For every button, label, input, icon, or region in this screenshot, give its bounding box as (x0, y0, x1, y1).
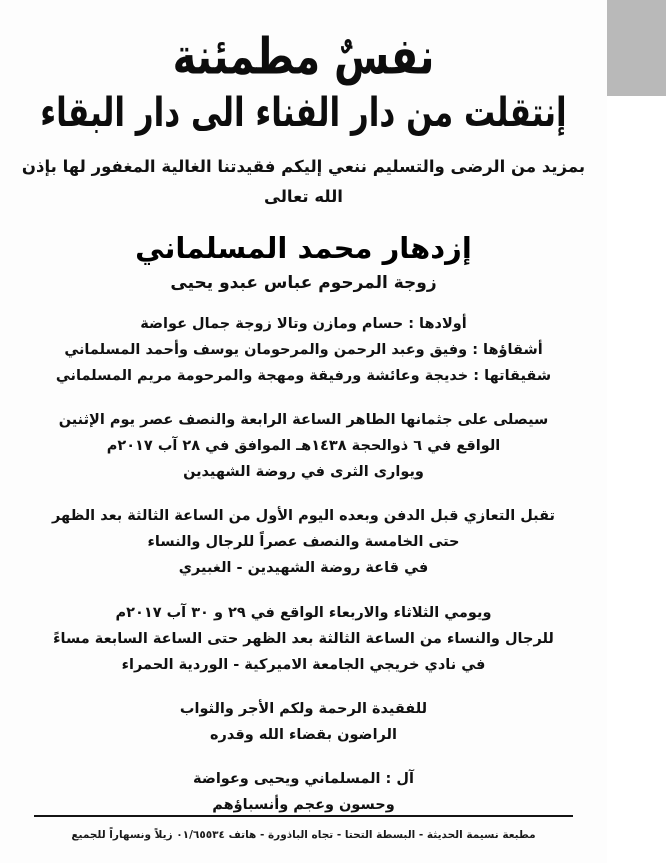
calligraphy-line-1: نفسٌ مطمئنة (172, 28, 435, 86)
condolences-day-two-line-1: ويومي الثلاثاء والاربعاء الواقع في ٢٩ و ٣٠ آب ٢٠١٧م (115, 604, 492, 621)
funeral-line-1: سيصلى على جثمانها الطاهر الساعة الرابعة والنصف عصر يوم الإثنين (58, 411, 549, 428)
condolences-day-one-line-1: تقبل التعازي قبل الدفن وبعده اليوم الأول من الساعة الثالثة بعد الظهر (52, 508, 555, 525)
condolences-day-two-venue: في نادي خريجي الجامعة الاميركية - الوردية الحمراء (121, 656, 486, 673)
condolences-day-two-line-2: للرجال والنساء من الساعة الثالثة بعد الظهر حتى الساعة السابعة مساءً (53, 630, 554, 647)
intro-text (14, 152, 593, 213)
deceased-relation: زوجة المرحوم عباس عبدو يحيى (170, 272, 437, 293)
funeral-line-3: ويوارى الثرى في روضة الشهيدين (183, 464, 424, 481)
calligraphy-line-2: إنتقلت من دار الفناء الى دار البقاء (40, 89, 567, 137)
deceased-name: إزدهار محمد المسلماني (135, 230, 472, 265)
scan-corner-artifact (606, 0, 666, 96)
family-line-3: شقيقاتها : خديجة وعائشة ورفيقة ومهجة والمرحومة مريم المسلماني (55, 367, 552, 384)
families-list (14, 766, 593, 818)
press-imprint: مطبعة نسيمة الحديثة - البسطة التحتا - تجاه الباذورة - هاتف ٠١/٦٥٥٣٤ زيلاً ونسهاراً للجميع (71, 829, 536, 841)
family-line-2: أشقاؤها : وفيق وعبد الرحمن والمرحومان يوسف وأحمد المسلماني (64, 341, 543, 358)
family-line-1: أولادها : حسام ومازن وتالا زوجة جمال عواضة (140, 315, 467, 332)
closing-line-1: للفقيدة الرحمة ولكم الأجر والثواب (179, 700, 428, 717)
funeral-details (14, 407, 593, 485)
intro-line-1: بمزيد من الرضى والتسليم ننعي إليكم فقيدتنا الغالية (161, 156, 586, 176)
family-list (14, 311, 593, 389)
funeral-line-2: الواقع في ٦ ذوالحجة ١٤٣٨هـ الموافق في ٢٨ آب ٢٠١٧م (106, 438, 501, 455)
calligraphy-heading (14, 28, 593, 137)
condolences-day-one-line-2: حتى الخامسة والنصف عصراً للرجال والنساء (147, 534, 460, 551)
closing-line-2: الراضون بقضاء الله وقدره (210, 726, 397, 743)
families-line-2: وحسون وعجم وأنسباؤهم (212, 797, 395, 814)
condolences-day-one (14, 503, 593, 581)
footer-divider (34, 815, 573, 817)
condolences-day-two (14, 600, 593, 678)
closing-text (14, 696, 593, 748)
families-line-1: آل : المسلماني ويحيى وعواضة (193, 770, 414, 787)
condolences-day-one-venue: في قاعة روضة الشهيدين - الغبيري (178, 560, 429, 577)
intro-line-2: المغفور لها بإذن الله تعالى (21, 156, 343, 207)
